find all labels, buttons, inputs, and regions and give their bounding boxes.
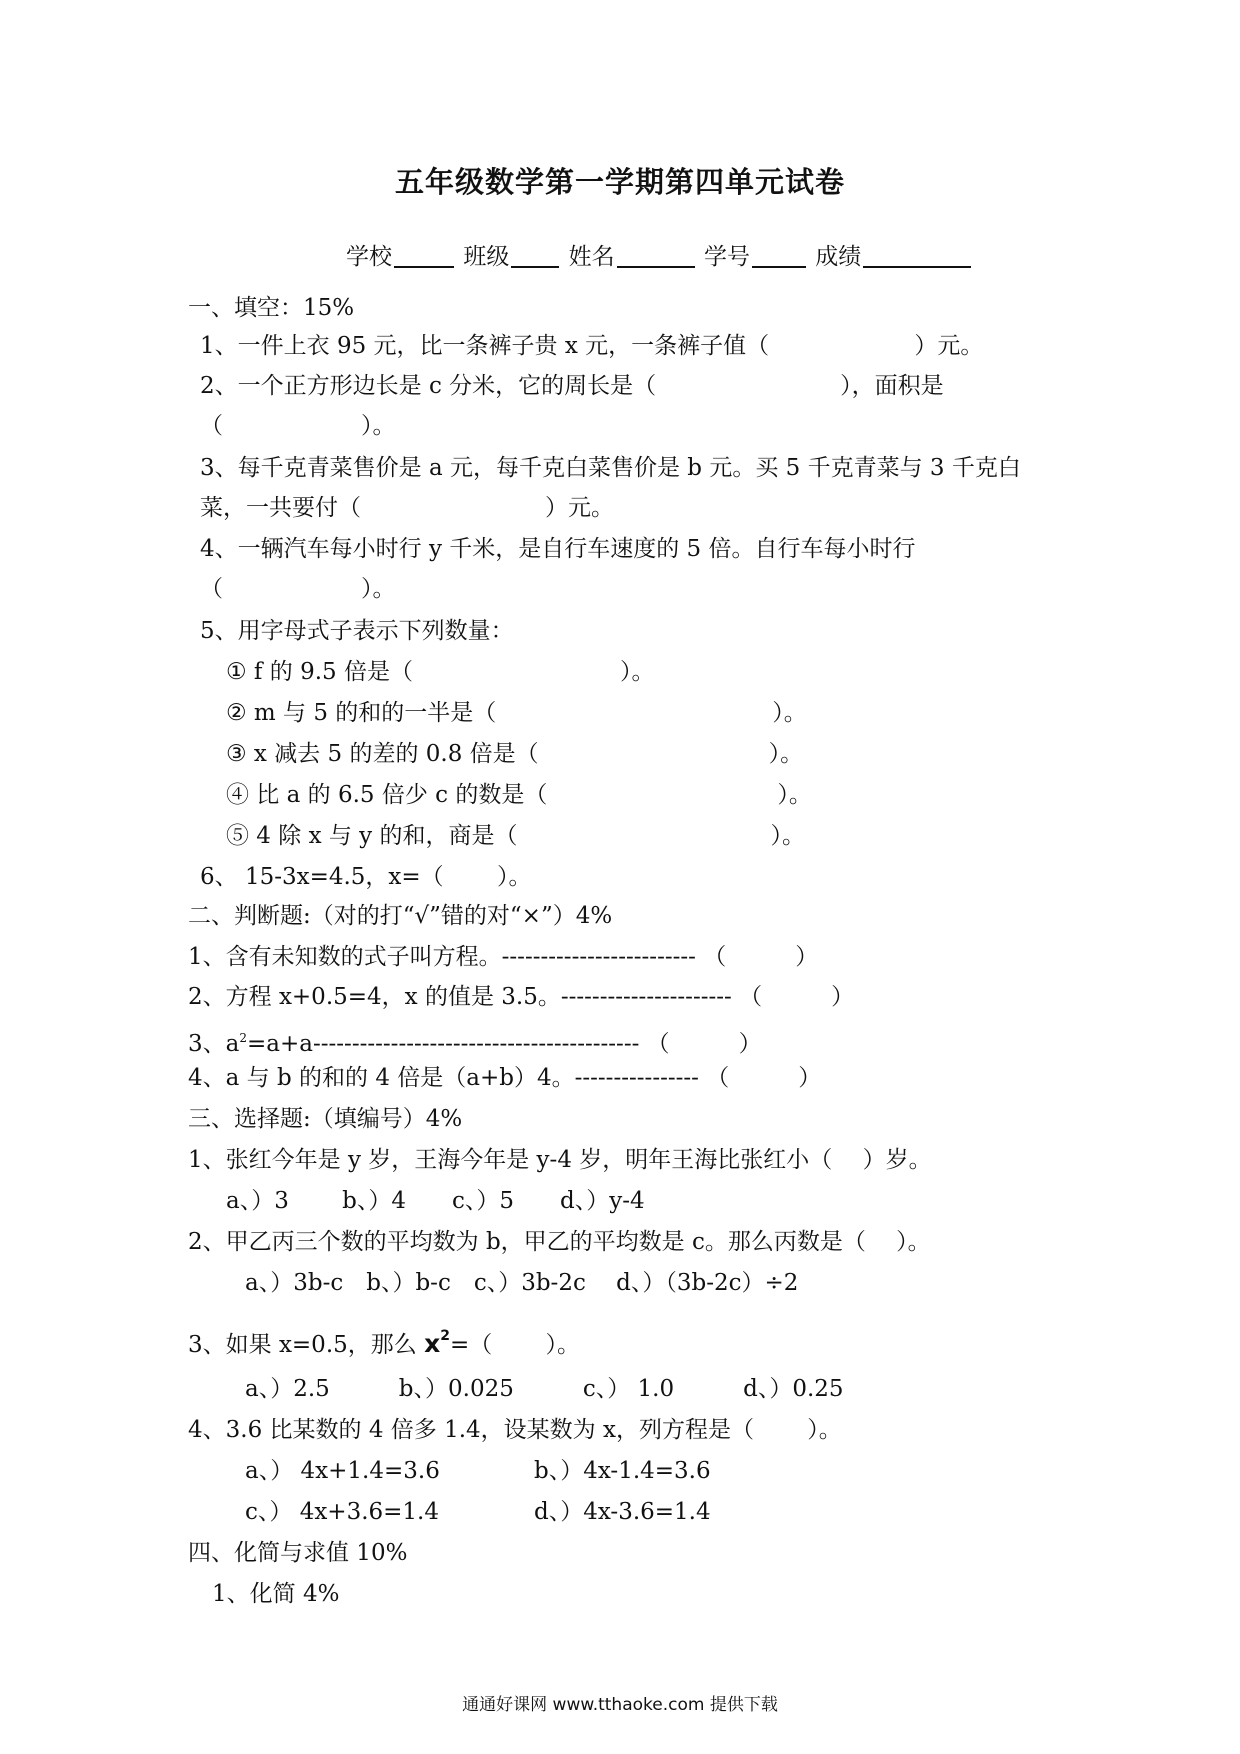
fill-question-5-1: ① f 的 9.5 倍是（ ）。 xyxy=(226,659,655,685)
choice-question-4-option-a: a、） 4x+1.4=3.6 xyxy=(245,1458,440,1484)
choice-question-1-options: a、）3 b、）4 c、）5 d、）y-4 xyxy=(226,1188,645,1214)
school-blank[interactable] xyxy=(394,242,454,268)
class-label: 班级 xyxy=(463,244,510,270)
choice-question-4-option-d: d、）4x-3.6=1.4 xyxy=(534,1499,711,1525)
fill-question-3-line1: 3、每千克青菜售价是 a 元，每千克白菜售价是 b 元。买 5 千克青菜与 3 千克白 xyxy=(200,455,1021,481)
score-label: 成绩 xyxy=(815,244,862,270)
choice-question-2-options: a、）3b-c b、）b-c c、）3b-2c d、）（3b-2c）÷2 xyxy=(245,1270,799,1296)
section-judge-heading: 二、判断题:（对的打“√”错的对“×”）4% xyxy=(188,903,613,929)
footer-credit: 通通好课网 www.tthaoke.com 提供下载 xyxy=(462,1695,778,1715)
fill-question-6: 6、 15-3x=4.5，x=（ ）。 xyxy=(200,864,532,890)
choice-question-2: 2、甲乙丙三个数的平均数为 b，甲乙的平均数是 c。那么丙数是（ ）。 xyxy=(188,1229,931,1255)
judge-q3-prefix: 3、a xyxy=(188,1031,240,1057)
choice-q3-x: x xyxy=(424,1329,441,1358)
choice-question-3-options: a、）2.5 b、）0.025 c、） 1.0 d、）0.25 xyxy=(245,1376,844,1402)
choice-question-4-option-b: b、）4x-1.4=3.6 xyxy=(534,1458,711,1484)
judge-question-4: 4、a 与 b 的和的 4 倍是（a+b）4。---------------- （ ） xyxy=(188,1065,822,1091)
section-fill-heading: 一、填空：15% xyxy=(188,295,355,321)
name-blank[interactable] xyxy=(617,242,695,268)
choice-q3-rest: =（ ）。 xyxy=(449,1332,581,1358)
fill-question-5-5: ⑤ 4 除 x 与 y 的和，商是（ ）。 xyxy=(226,823,805,849)
choice-question-4-option-c: c、） 4x+3.6=1.4 xyxy=(245,1499,439,1525)
fill-question-5-2: ② m 与 5 的和的一半是（ ）。 xyxy=(226,700,807,726)
fill-question-5-4: ④ 比 a 的 6.5 倍少 c 的数是（ ）。 xyxy=(226,782,812,808)
school-label: 学校 xyxy=(346,244,392,270)
page-title: 五年级数学第一学期第四单元试卷 xyxy=(394,165,845,199)
name-label: 姓名 xyxy=(568,244,615,270)
fill-question-4-line1: 4、一辆汽车每小时行 y 千米，是自行车速度的 5 倍。自行车每小时行 xyxy=(200,536,916,562)
fill-question-4-line2: （ ）。 xyxy=(200,576,396,602)
judge-question-3 xyxy=(188,1022,762,1060)
class-blank[interactable] xyxy=(511,242,559,268)
choice-q3-exponent: 2 xyxy=(440,1328,450,1344)
student-info-row xyxy=(346,241,973,273)
number-blank[interactable] xyxy=(752,242,806,268)
number-label: 学号 xyxy=(703,244,750,270)
judge-q3-exponent: 2 xyxy=(239,1031,247,1045)
fill-question-3-line2: 菜，一共要付（ ）元。 xyxy=(200,495,614,521)
choice-question-1: 1、张红今年是 y 岁，王海今年是 y-4 岁，明年王海比张红小（ ）岁。 xyxy=(188,1147,932,1173)
fill-question-2-line2: （ ）。 xyxy=(200,413,396,439)
choice-q3-prefix: 3、如果 x=0.5，那么 xyxy=(188,1332,425,1358)
fill-question-5-3: ③ x 减去 5 的差的 0.8 倍是（ ）。 xyxy=(226,741,804,767)
score-blank[interactable] xyxy=(863,242,971,268)
section-choice-heading: 三、选择题:（填编号）4% xyxy=(188,1106,463,1132)
judge-question-1: 1、含有未知数的式子叫方程。------------------------- （ ） xyxy=(188,944,819,970)
choice-question-3 xyxy=(188,1320,580,1361)
fill-question-5: 5、用字母式子表示下列数量： xyxy=(200,618,514,644)
choice-question-4: 4、3.6 比某数的 4 倍多 1.4，设某数为 x，列方程是（ ）。 xyxy=(188,1417,842,1443)
fill-question-1: 1、一件上衣 95 元，比一条裤子贵 x 元，一条裤子值（ ）元。 xyxy=(200,333,984,359)
section-simplify-heading: 四、化简与求值 10% xyxy=(188,1540,408,1566)
simplify-question-1: 1、化简 4% xyxy=(212,1581,340,1607)
choice-q3-variable xyxy=(424,1329,450,1358)
fill-question-2-line1: 2、一个正方形边长是 c 分米，它的周长是（ ），面积是 xyxy=(200,373,944,399)
judge-question-2: 2、方程 x+0.5=4，x 的值是 3.5。---------------------- （ ） xyxy=(188,984,855,1010)
judge-q3-rest: =a+a------------------------------------------ （ ） xyxy=(247,1031,762,1057)
